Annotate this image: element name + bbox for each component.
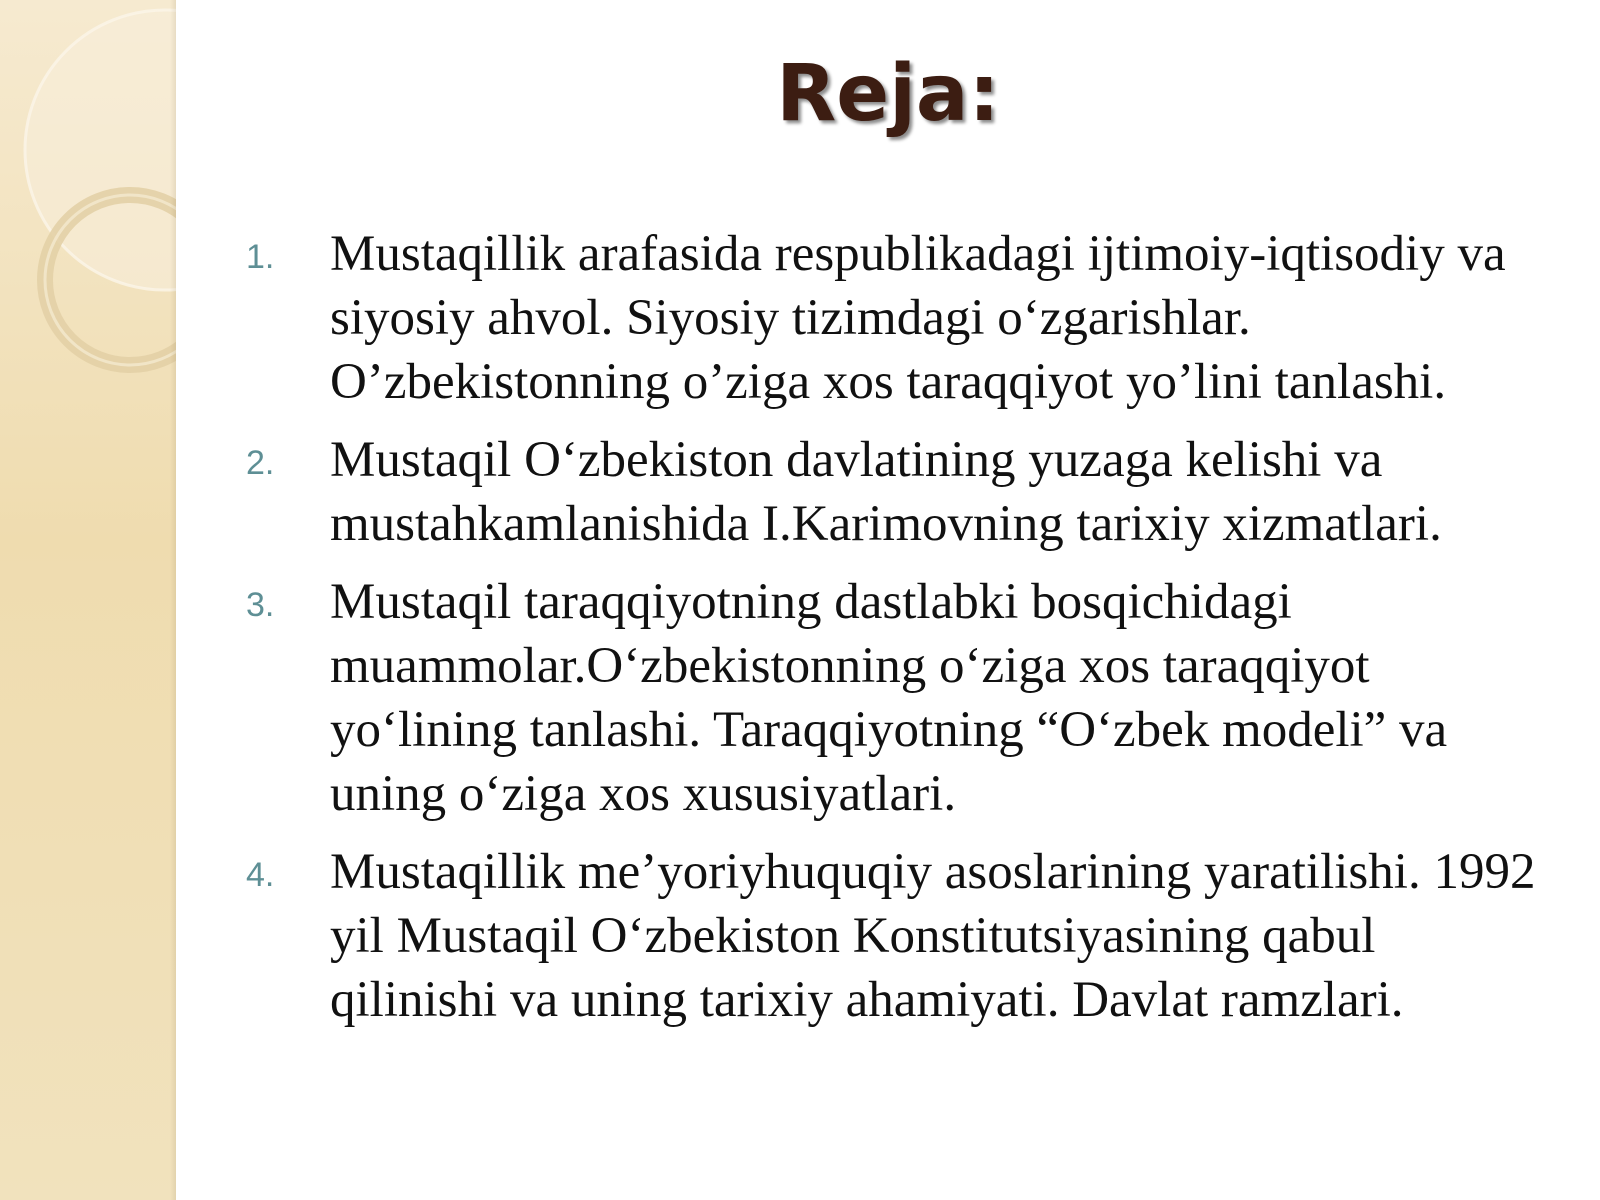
item-number: 3. (246, 586, 275, 624)
item-text: Mustaqil O‘zbekiston davlatining yuzaga kelishi va mustahkamlanishida I.Karimovning tarixiy xizmatlari. (330, 432, 1442, 552)
item-number: 1. (246, 238, 275, 276)
list-item (246, 570, 1546, 826)
item-number: 2. (246, 444, 275, 482)
decorative-side-band (0, 0, 176, 1200)
item-text: Mustaqillik me’yoriyhuquqiy asoslarining yaratilishi. 1992 yil Mustaqil O‘zbekiston Konstitutsiyasining qabul qilinishi va uning tarixiy ahamiyati. Davlat ramzlari. (330, 844, 1536, 1028)
item-text: Mustaqillik arafasida respublikadagi ijtimoiy-iqtisodiy va siyosiy ahvol. Siyosiy tizimdagi o‘zgarishlar. O’zbekistonning o’ziga xos taraqqiyot yo’lini tanlashi. (330, 226, 1506, 410)
item-text: Mustaqil taraqqiyotning dastlabki bosqichidagi muammolar.O‘zbekistonning o‘ziga xos taraqqiyot yo‘lining tanlashi. Taraqqiyotning “O‘zbek modeli” va uning o‘ziga xos xususiyatlari. (330, 574, 1448, 822)
list-item (246, 222, 1546, 414)
list-item (246, 428, 1546, 556)
decorative-circles (0, 0, 176, 1200)
list-item (246, 840, 1546, 1032)
slide-title: Reja: (776, 49, 1000, 139)
side-band-shadow (170, 0, 176, 1200)
item-number: 4. (246, 856, 275, 894)
plan-list (246, 222, 1546, 1046)
